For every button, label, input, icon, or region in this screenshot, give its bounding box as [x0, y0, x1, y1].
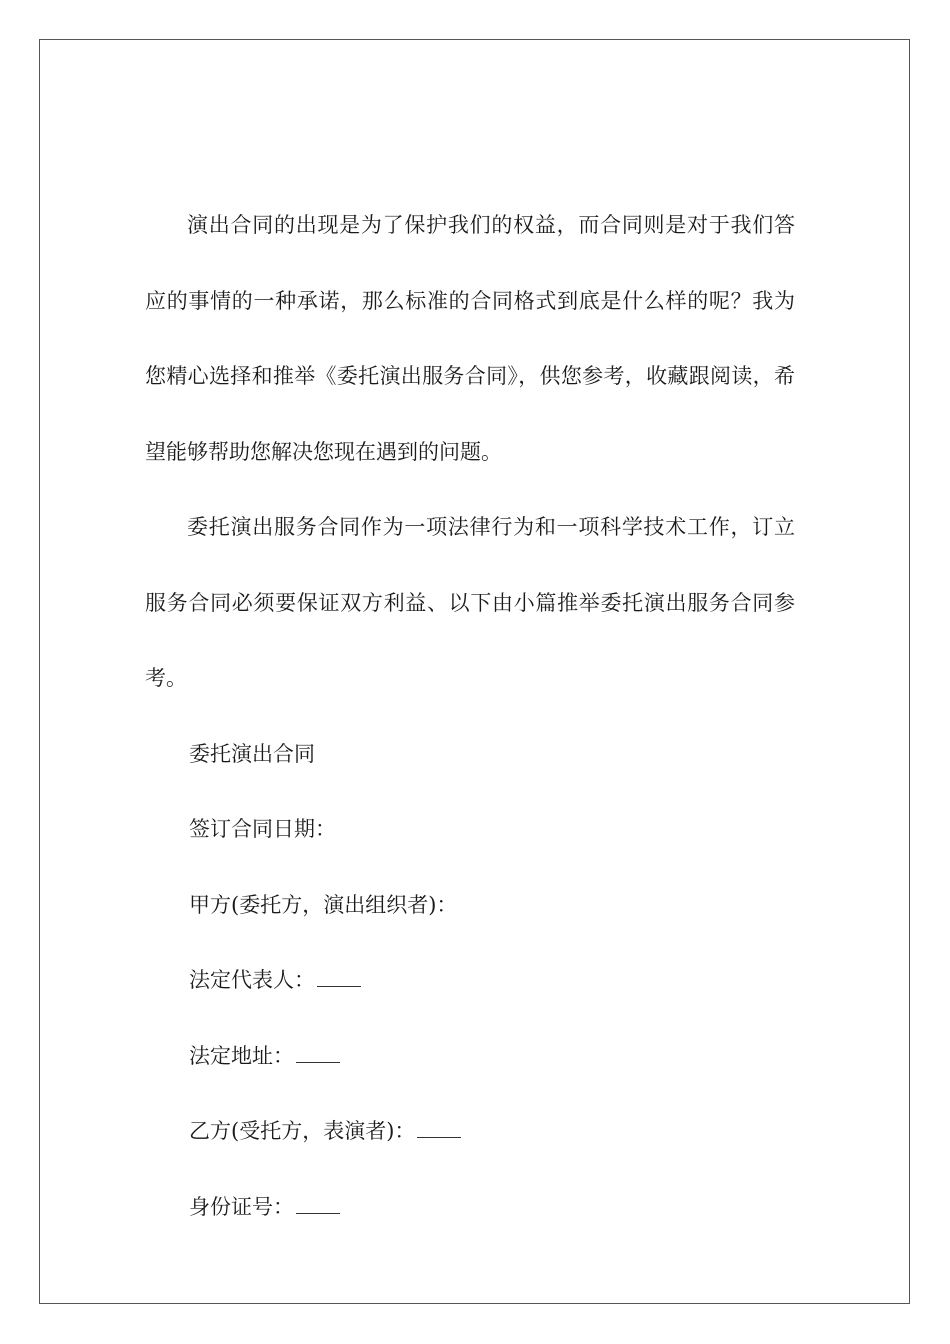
intro-paragraph: 演出合同的出现是为了保护我们的权益，而合同则是对于我们答应的事情的一种承诺，那么标准的合同格式到底是什么样的呢？我为您精心选择和推举《委托演出服务合同》，供您参考，收藏跟阅读，希望能够帮助您解决您现在遇到的问题。: [145, 213, 795, 464]
party-a-label: 甲方(委托方，演出组织者)：: [189, 892, 458, 917]
legal-rep-label: 法定代表人：: [189, 968, 315, 992]
legal-address-label: 法定地址：: [189, 1043, 294, 1068]
description-paragraph: 委托演出服务合同作为一项法律行为和一项科学技术工作，订立服务合同必须要保证双方利益、以下由小篇推举委托演出服务合同参考。: [145, 515, 795, 690]
legal-rep-field: [145, 943, 795, 1019]
legal-address-blank: [296, 1042, 340, 1063]
party-b-blank: [417, 1117, 461, 1138]
contract-title-text: 委托演出合同: [189, 741, 315, 766]
party-b-label: 乙方(受托方，表演者)：: [189, 1119, 416, 1143]
id-number-blank: [296, 1193, 340, 1214]
sign-date-field: [145, 792, 795, 868]
id-number-label: 身份证号：: [189, 1194, 294, 1219]
document-body: [145, 188, 795, 1245]
party-a-field: [145, 868, 795, 944]
party-b-field: [145, 1094, 795, 1170]
legal-rep-blank: [317, 966, 361, 987]
contract-title: [145, 717, 795, 793]
sign-date-label: 签订合同日期：: [189, 817, 336, 841]
id-number-field: [145, 1170, 795, 1246]
legal-address-field: [145, 1019, 795, 1095]
